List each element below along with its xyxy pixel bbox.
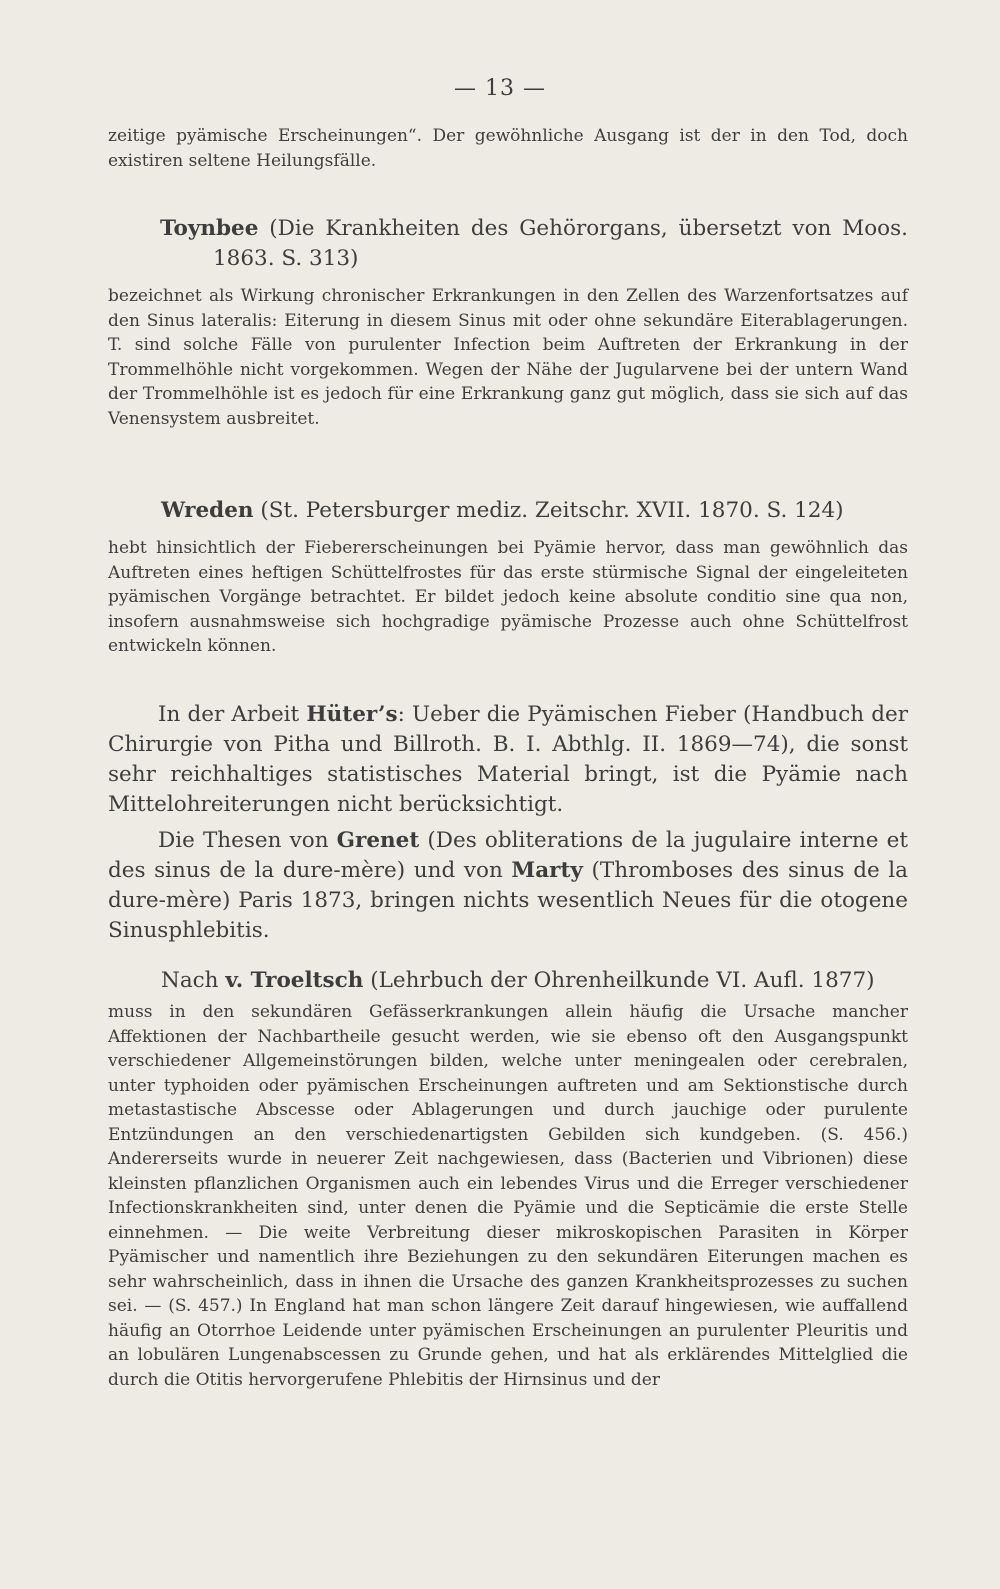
section-hueter bbox=[108, 700, 908, 820]
text-middle: (Des obliterations de la jugulaire interne et des sinus de la dure-mère) und von bbox=[108, 828, 908, 883]
text-after: (Thromboses des sinus de la dure-mère) Paris 1873, bringen nichts wesentlich Neues für die otogene Sinusphlebitis. bbox=[108, 858, 909, 943]
grenet-paragraph bbox=[108, 826, 908, 946]
toynbee-body: bezeichnet als Wirkung chronischer Erkrankungen in den Zellen des Warzenfortsatzes auf den Sinus lateralis: Eiterung in diesem Sinus mit oder ohne sekundäre Eiterablagerungen. T. sind solche Fälle von purulenter Infection beim Auftreten der Erkrankung in der Trommelhöhle nicht vorgekommen. Wegen der Nähe der Jugularvene bei der untern Wand der Trommelhöhle ist es jedoch für eine Erkrankung ganz gut möglich, dass sie sich auf das Venensystem ausbreitet. bbox=[108, 286, 908, 429]
section-troeltsch bbox=[108, 966, 908, 1392]
troeltsch-body: muss in den sekundären Gefässerkrankungen allein häufig die Ursache mancher Affektionen der Nachbartheile gesucht werden, wie sie ebenso oft den Ausgangspunkt verschiedener Allgemeinstörungen bilden, welche unter meningealen oder cerebralen, unter typhoiden oder pyämischen Erscheinungen auftreten und am Sektionstische durch metastastische Abscesse oder Ablagerungen und durch jauchige oder purulente Entzündungen an den verschiedenartigsten Gebilden sich kundgeben. (S. 456.) Andererseits wurde in neuerer Zeit nachgewiesen, dass (Bacterien und Vibrionen) diese kleinsten pflanzlichen Organismen auch ein lebendes Virus und die Erreger verschiedener Infectionskrankheiten sind, unter denen die Pyämie und die Septicämie die erste Stelle einnehmen. — Die weite Verbreitung dieser mikroskopischen Parasiten in Körper Pyämischer und namentlich ihre Beziehungen zu den sekundären Eiterungen machen es sehr wahrscheinlich, dass in ihnen die Ursache des ganzen Krankheitsprozesses zu suchen sei. — (S. 457.) In England hat man schon längere Zeit darauf hingewiesen, wie auffallend häufig an Otorrhoe Leidende unter pyämischen Erscheinungen an purulenter Pleuritis und an lobulären Lungenabscessen zu Grunde gehen, und hat als erklärendes Mittelglied die durch die Otitis hervorgerufene Phlebitis der Hirnsinus und der bbox=[108, 1002, 908, 1390]
troeltsch-heading bbox=[108, 966, 908, 996]
hueter-paragraph bbox=[108, 700, 908, 820]
section-toynbee bbox=[108, 214, 908, 431]
wreden-heading bbox=[108, 496, 908, 526]
text-before: Die Thesen von bbox=[158, 828, 329, 853]
section-wreden bbox=[108, 496, 908, 659]
author-name-marty: Marty bbox=[511, 858, 583, 883]
citation: (Lehrbuch der Ohrenheilkunde VI. Aufl. 1877) bbox=[370, 968, 875, 993]
section-grenet bbox=[108, 826, 908, 946]
text-before: Nach bbox=[161, 968, 219, 993]
wreden-body: hebt hinsichtlich der Fiebererscheinungen bei Pyämie hervor, dass man gewöhnlich das Auftreten eines heftigen Schüttelfrostes für das erste stürmische Signal der eingeleiteten pyämischen Vorgänge betrachtet. Er bildet jedoch keine absolute conditio sine qua non, insofern ausnahmsweise sich hochgradige pyämische Prozesse auch ohne Schüttelfrost entwickeln können. bbox=[108, 538, 908, 656]
author-name: Hüter’s bbox=[306, 702, 398, 727]
text-before: In der Arbeit bbox=[158, 702, 300, 727]
text-after: : Ueber die Pyämischen Fieber (Handbuch der Chirurgie von Pitha und Billroth. B. I. Abthlg. II. 1869—74), die sonst sehr reichhaltiges statistisches Material bringt, ist die Pyämie nach Mittelohreiterungen nicht berücksichtigt. bbox=[108, 702, 908, 817]
author-name-grenet: Grenet bbox=[336, 828, 420, 853]
citation: (Die Krankheiten des Gehörorgans, übersetzt von Moos. 1863. S. 313) bbox=[213, 216, 908, 271]
paragraph-continuation bbox=[108, 124, 908, 173]
author-name: v. Troeltsch bbox=[225, 968, 364, 993]
page-number: — 13 — bbox=[454, 76, 546, 101]
continuation-text: zeitige pyämische Erscheinungen“. Der gewöhnliche Ausgang ist der in den Tod, doch existiren seltene Heilungsfälle. bbox=[108, 126, 908, 171]
author-name: Wreden bbox=[161, 498, 254, 523]
citation: (St. Petersburger mediz. Zeitschr. XVII. 1870. S. 124) bbox=[260, 498, 844, 523]
author-name: Toynbee bbox=[160, 216, 259, 241]
toynbee-heading bbox=[108, 214, 908, 274]
